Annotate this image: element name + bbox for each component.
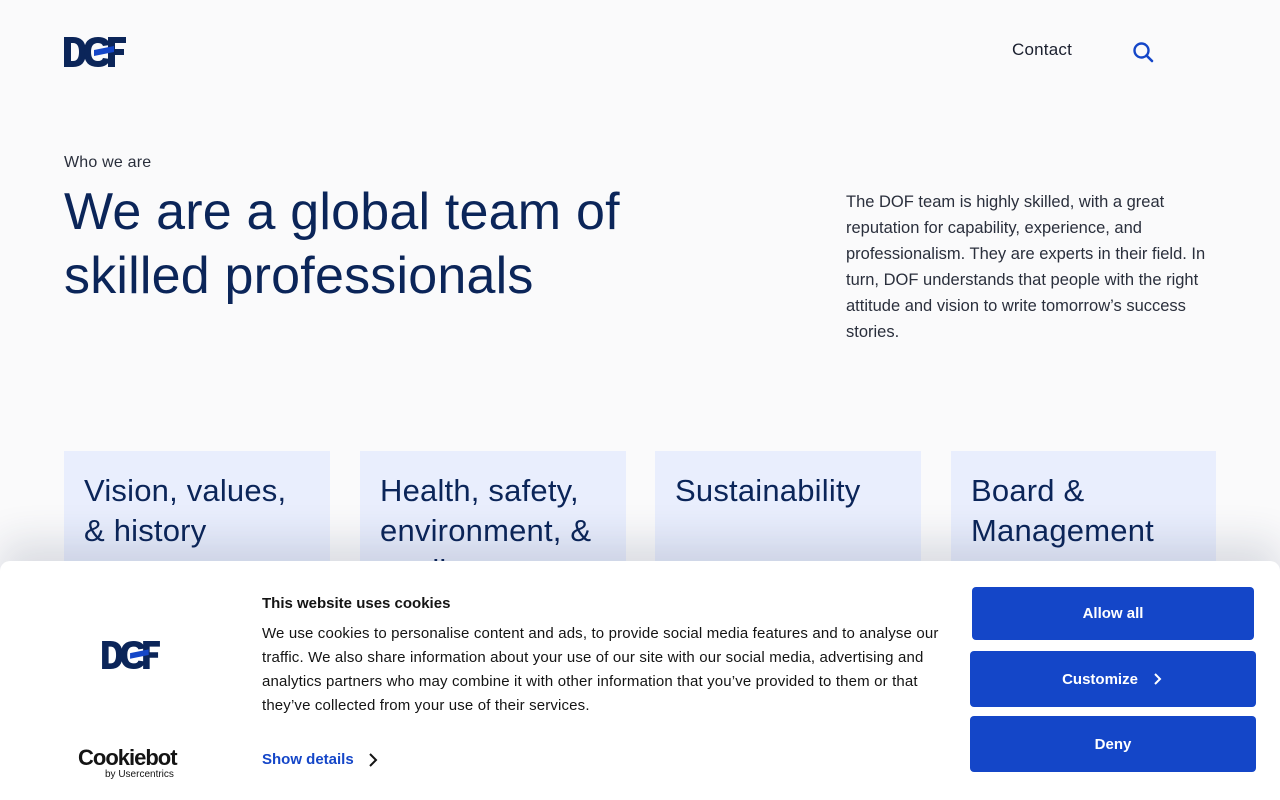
card-board-management[interactable] (951, 451, 1216, 571)
allow-all-label: Allow all (1082, 605, 1144, 622)
section-eyebrow: Who we are (64, 154, 152, 171)
card-title: Sustainability (675, 473, 861, 508)
svg-text:by Usercentrics: by Usercentrics (105, 769, 174, 779)
chevron-right-icon (1152, 673, 1164, 685)
chevron-right-icon (366, 753, 380, 767)
card-hseq[interactable] (360, 451, 626, 571)
section-cards (64, 451, 1216, 571)
intro-paragraph: The DOF team is highly skilled, with a great reputation for capability, experience, and professionalism. They are experts in their field. In turn, DOF understands that people with the right attitude and vision to write tomorrow’s success stories. (846, 193, 1206, 341)
show-details-label: Show details (262, 751, 354, 768)
card-vision-values-history[interactable] (64, 451, 330, 571)
customize-button[interactable] (970, 651, 1256, 707)
search-icon[interactable] (1131, 40, 1155, 64)
card-title: Vision, values, & history (84, 473, 287, 548)
cookiebot-logo[interactable] (78, 743, 188, 779)
deny-button[interactable] (970, 716, 1256, 772)
dof-logo[interactable] (64, 37, 126, 67)
cookie-banner-text: We use cookies to personalise content and ads, to provide social media features and to analyse our traffic. We also share information about your use of our site with our social media, advertising and analytics partners who may combine it with other information that you’ve provided to them or that they’ve collected from your use of their services. (262, 625, 939, 714)
dof-logo (102, 641, 160, 669)
card-title: Health, safety, environment, & (380, 473, 592, 548)
customize-label: Customize (1062, 670, 1138, 688)
cookie-consent-banner (0, 561, 1280, 800)
site-header (0, 0, 1280, 104)
svg-text:Cookiebot: Cookiebot (78, 745, 177, 770)
cookie-banner-title: This website uses cookies (262, 595, 451, 612)
deny-label: Deny (1094, 735, 1132, 753)
hero-title: We are a global team of skilled professionals (64, 183, 620, 305)
allow-all-button[interactable] (972, 587, 1254, 640)
card-title: Board & Management (971, 473, 1154, 548)
card-sustainability[interactable] (655, 451, 921, 571)
nav-contact-link[interactable]: Contact (1012, 40, 1072, 59)
show-details-link[interactable] (262, 751, 380, 768)
